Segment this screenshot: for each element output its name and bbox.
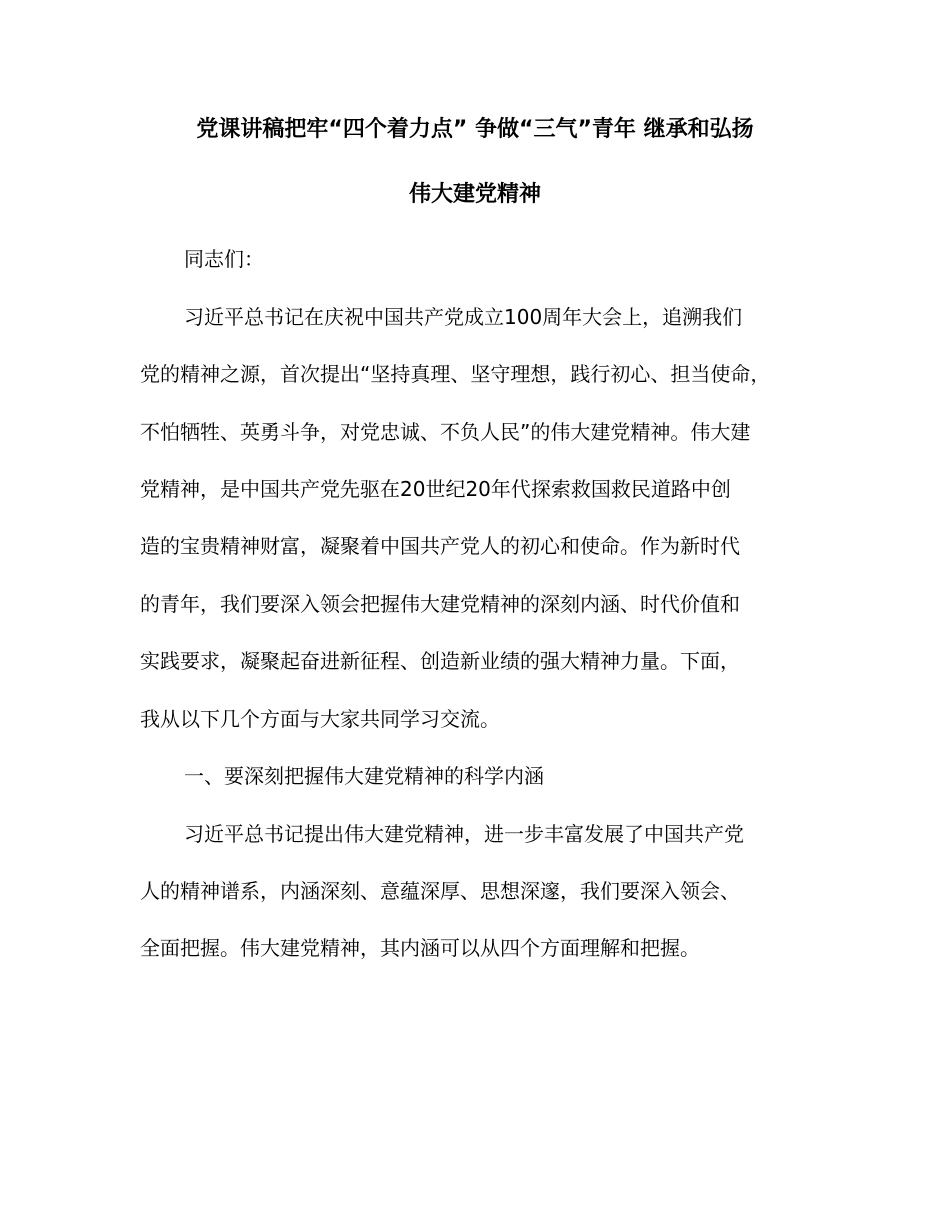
paragraph-1-line-5: 造的宝贵精神财富，凝聚着中国共产党人的初心和使命。作为新时代 [140, 534, 740, 558]
paragraph-2-line-3: 全面把握。伟大建党精神，其内涵可以从四个方面理解和把握。 [140, 936, 700, 960]
paragraph-1-line-2: 党的精神之源，首次提出“坚持真理、坚守理想，践行初心、担当使命， [140, 362, 771, 386]
paragraph-1-line-8: 我从以下几个方面与大家共同学习交流。 [140, 707, 500, 731]
paragraph-2-line-2: 人的精神谱系，内涵深刻、意蕴深厚、思想深邃，我们要深入领会、 [140, 879, 740, 903]
paragraph-1-line-4: 党精神，是中国共产党先驱在20世纪20年代探索救国救民道路中创 [140, 477, 731, 501]
paragraph-1-line-6: 的青年，我们要深入领会把握伟大建党精神的深刻内涵、时代价值和 [140, 592, 740, 616]
document-title-line-2: 伟大建党精神 [408, 182, 541, 207]
paragraph-1-line-1: 习近平总书记在庆祝中国共产党成立100周年大会上，追溯我们 [184, 305, 743, 329]
paragraph-1-line-7: 实践要求，凝聚起奋进新征程、创造新业绩的强大精神力量。下面， [140, 649, 740, 673]
section-1-heading: 一、要深刻把握伟大建党精神的科学内涵 [184, 764, 544, 788]
paragraph-2-line-1: 习近平总书记提出伟大建党精神，进一步丰富发展了中国共产党 [184, 822, 744, 846]
document-title-line-1: 党课讲稿把牢“四个着力点” 争做“三气”青年 继承和弘扬 [196, 117, 754, 142]
salutation: 同志们： [184, 247, 264, 271]
paragraph-1-line-3: 不怕牺牲、英勇斗争，对党忠诚、不负人民”的伟大建党精神。伟大建 [140, 420, 751, 444]
